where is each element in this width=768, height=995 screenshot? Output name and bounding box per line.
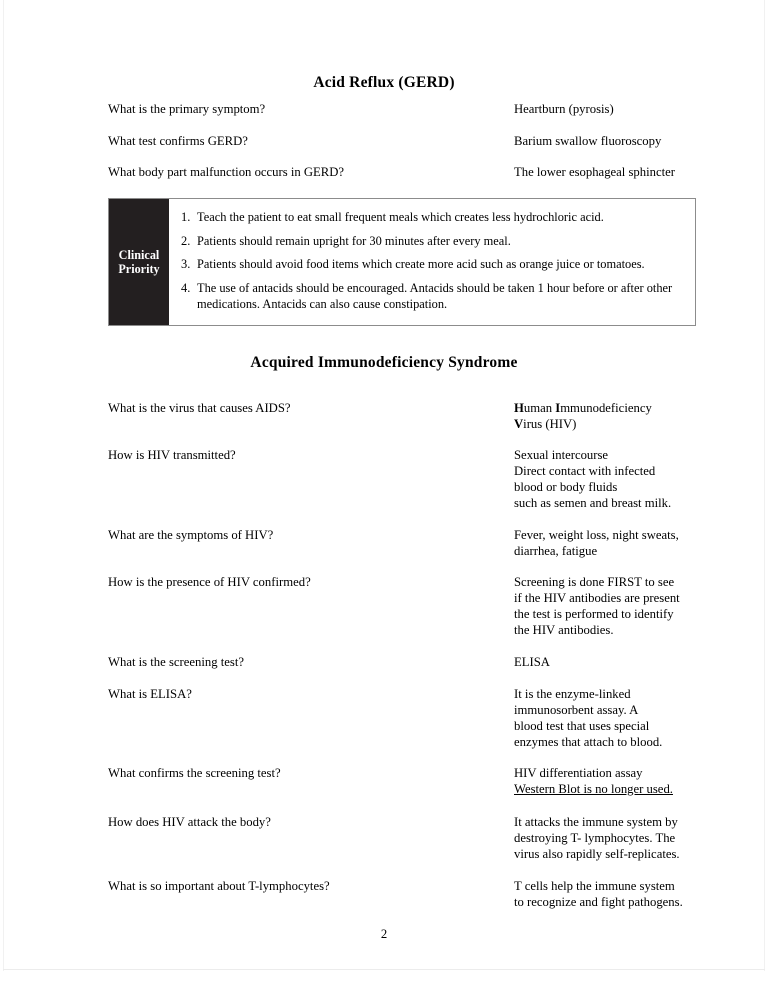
clinical-priority-item-text: Teach the patient to eat small frequent meals which creates less hydrochloric acid. — [197, 210, 604, 224]
qa-answer-run: irus (HIV) — [523, 417, 577, 431]
qa-question: What are the symptoms of HIV? — [108, 528, 274, 542]
clinical-priority-label-line1: Clinical — [118, 247, 160, 262]
qa-answer-line — [514, 846, 714, 862]
qa-answer-run: It attacks the immune system by — [514, 815, 678, 829]
qa-row — [0, 878, 768, 909]
qa-answer — [514, 447, 714, 511]
qa-answer-run: Screening is done FIRST to see — [514, 575, 675, 589]
qa-answer-run: such as semen and breast milk. — [514, 496, 672, 510]
qa-answer-run: to recognize and fight pathogens. — [514, 895, 683, 909]
qa-question: What confirms the screening test? — [108, 766, 281, 780]
qa-answer-run: Western Blot is no longer used. — [514, 782, 673, 796]
qa-answer-line — [514, 590, 714, 606]
qa-answer-run: blood or body fluids — [514, 480, 618, 494]
clinical-priority-items — [169, 199, 695, 325]
qa-answer — [514, 400, 714, 432]
qa-question: What is the screening test? — [108, 655, 244, 669]
qa-row — [0, 400, 768, 431]
qa-question: What is the virus that causes AIDS? — [108, 401, 291, 415]
qa-answer-line — [514, 606, 714, 622]
qa-row — [0, 686, 768, 749]
qa-answer — [514, 527, 714, 559]
qa-row — [0, 765, 768, 796]
qa-answer — [514, 686, 714, 750]
qa-answer-line — [514, 718, 714, 734]
qa-answer-run: HIV differentiation assay — [514, 766, 643, 780]
qa-answer-line — [514, 574, 714, 590]
qa-answer — [514, 654, 714, 670]
qa-row — [0, 527, 768, 558]
qa-row — [0, 133, 768, 149]
qa-answer-run: blood test that uses special — [514, 719, 650, 733]
qa-answer-run: the HIV antibodies. — [514, 623, 614, 637]
qa-answer-run: the test is performed to identify — [514, 607, 674, 621]
qa-answer — [514, 765, 714, 797]
qa-answer-line — [514, 686, 714, 702]
page-margin-below — [0, 971, 768, 995]
qa-question: What body part malfunction occurs in GERD? — [108, 165, 345, 179]
qa-answer-run: It is the enzyme-linked — [514, 687, 631, 701]
qa-answer-line — [514, 416, 714, 432]
clinical-priority-box — [108, 198, 696, 326]
qa-answer-line — [514, 878, 714, 894]
qa-answer-line — [514, 400, 714, 416]
qa-answer-run: mmunodeficiency — [560, 401, 652, 415]
page-edge-bottom — [3, 969, 765, 970]
qa-answer-run: enzymes that attach to blood. — [514, 735, 663, 749]
qa-answer-line — [514, 894, 714, 910]
qa-answer-line — [514, 463, 714, 479]
clinical-priority-item-number: 4. — [181, 280, 191, 295]
qa-answer — [514, 814, 714, 862]
qa-question: What test confirms GERD? — [108, 134, 248, 148]
qa-answer-run: if the HIV antibodies are present — [514, 591, 680, 605]
qa-answer-line — [514, 495, 714, 511]
qa-answer: Barium swallow fluoroscopy — [514, 134, 662, 148]
clinical-priority-item — [181, 280, 687, 313]
section-heading-gerd: Acid Reflux (GERD) — [313, 74, 455, 92]
qa-answer-run: H — [514, 401, 524, 415]
clinical-priority-item-text: Patients should avoid food items which create more acid such as orange juice or tomatoes. — [197, 257, 645, 271]
qa-answer-run: virus also rapidly self-replicates. — [514, 847, 680, 861]
qa-answer-run: Fever, weight loss, night sweats, — [514, 528, 679, 542]
qa-answer-line — [514, 781, 714, 797]
qa-answer-line — [514, 447, 714, 463]
qa-answer-line — [514, 479, 714, 495]
section-heading-aids: Acquired Immunodeficiency Syndrome — [250, 354, 518, 372]
qa-answer-run: uman — [523, 401, 556, 415]
clinical-priority-item-text: The use of antacids should be encouraged. Antacids should be taken 1 hour before or after other medications. Antacids can also cause constipation. — [197, 280, 673, 311]
qa-row — [0, 101, 768, 117]
clinical-priority-item-number: 2. — [181, 233, 191, 248]
qa-answer-line — [514, 765, 714, 781]
qa-answer: The lower esophageal sphincter — [514, 165, 675, 179]
qa-answer-run: immunosorbent assay. A — [514, 703, 639, 717]
qa-answer-run: V — [514, 417, 524, 431]
qa-answer-run: diarrhea, fatigue — [514, 544, 598, 558]
qa-answer-run: I — [555, 401, 561, 415]
qa-answer-line — [514, 830, 714, 846]
qa-answer-run: Direct contact with infected — [514, 464, 656, 478]
qa-question: How is the presence of HIV confirmed? — [108, 575, 311, 589]
qa-answer: Heartburn (pyrosis) — [514, 102, 614, 116]
qa-answer-line — [514, 814, 714, 830]
qa-question: What is so important about T-lymphocytes? — [108, 879, 330, 893]
qa-answer-run: T cells help the immune system — [514, 879, 675, 893]
clinical-priority-item — [181, 233, 687, 250]
qa-row — [0, 654, 768, 670]
qa-answer-line — [514, 543, 714, 559]
clinical-priority-label-line2: Priority — [118, 262, 160, 276]
clinical-priority-label — [109, 199, 169, 325]
qa-answer-run: destroying T- lymphocytes. The — [514, 831, 676, 845]
clinical-priority-item-number: 3. — [181, 257, 191, 271]
qa-answer-run: ELISA — [514, 655, 550, 669]
qa-answer — [514, 878, 714, 910]
qa-answer-line — [514, 702, 714, 718]
qa-question: How is HIV transmitted? — [108, 448, 236, 462]
clinical-priority-item — [181, 209, 687, 226]
qa-question: What is ELISA? — [108, 687, 192, 701]
qa-row — [0, 447, 768, 510]
qa-answer-line — [514, 734, 714, 750]
clinical-priority-item-text: Patients should remain upright for 30 minutes after every meal. — [197, 233, 511, 248]
clinical-priority-item — [181, 256, 687, 273]
qa-row — [0, 574, 768, 637]
qa-row — [0, 164, 768, 180]
qa-answer-line — [514, 527, 714, 543]
qa-row — [0, 814, 768, 861]
qa-answer-line — [514, 622, 714, 638]
qa-answer — [514, 574, 714, 638]
qa-question: How does HIV attack the body? — [108, 815, 271, 829]
qa-answer-line — [514, 654, 714, 670]
clinical-priority-item-number: 1. — [181, 210, 191, 224]
page-number: 2 — [380, 927, 388, 941]
qa-question: What is the primary symptom? — [108, 102, 266, 116]
qa-answer-run: Sexual intercourse — [514, 448, 609, 462]
